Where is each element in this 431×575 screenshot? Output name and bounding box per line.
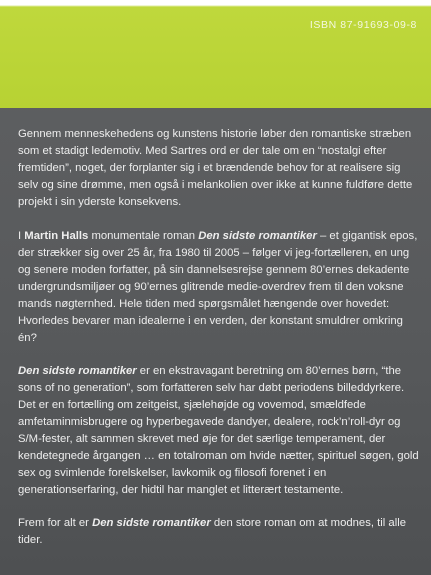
paragraph-intro: Gennem menneskehedens og kunstens historie løber den romantiske stræben som et stadigt ledemotiv. Med Sartres ord er der tale om en “nostalgi efter fremtiden”, noget, der forplanter sig i et brændende behov for at realisere sig selv og sine drømme, men også i melankolien over ikke at kunne fuldføre dette projekt i sin yderste konsekvens.	[18, 128, 413, 208]
book-title: Den sidste romantiker	[18, 365, 137, 377]
text-segment: monumentale roman	[88, 230, 199, 242]
paragraph-synopsis	[18, 228, 422, 347]
text-segment: Frem for alt er	[18, 517, 93, 529]
isbn-label: ISBN 87-91693-09-8	[309, 19, 417, 31]
text-segment: – et gigantisk epos, der strækker sig over 25 år, fra 1980 til 2005 – følger vi jeg-fortælleren, en ung og senere moden forfatter, på sin dannelsesrejse gennem 80’ernes dekadente undergrundsmiljøer og 90’ernes glitrende medie-overdrev frem til den voksne mands nøgternhed. Hele tiden med spørgsmålet hængende over hovedet: Hvorledes bevarer man idealerne i en verden, der konstant smuldrer omkring én?	[18, 230, 418, 344]
text-segment: den store roman om at modnes, til alle tider.	[18, 517, 407, 546]
blurb-text	[18, 126, 422, 549]
paragraph-description	[18, 363, 422, 499]
book-title: Den sidste romantiker	[198, 230, 317, 242]
text-segment: I	[18, 230, 25, 242]
paragraph-closing	[18, 515, 422, 549]
author-name: Martin Halls	[24, 230, 89, 242]
text-segment: er en ekstravagant beretning om 80’ernes børn, “the sons of no generation”, som forfatteren selv har døbt periodens billeddyrkere. Det er en fortælling om zeitgeist, sjælehøjde og vovemod, smældfede amfetaminmisbrugere og hyperbegavede dandyer, dealere, rock’n’roll-dyr og S/M-fester, alt sammen skrevet med øje for det særlige temperament, der kendetegnede årgangen … en totalroman om hvide nætter, spirituel søgen, gold sex og svimlende forelskelser, lavkomik og filosofi forenet i en generationserfaring, der hidtil har manglet et litterært testamente.	[18, 365, 419, 496]
green-header-band	[0, 0, 431, 108]
book-title: Den sidste romantiker	[92, 517, 211, 529]
